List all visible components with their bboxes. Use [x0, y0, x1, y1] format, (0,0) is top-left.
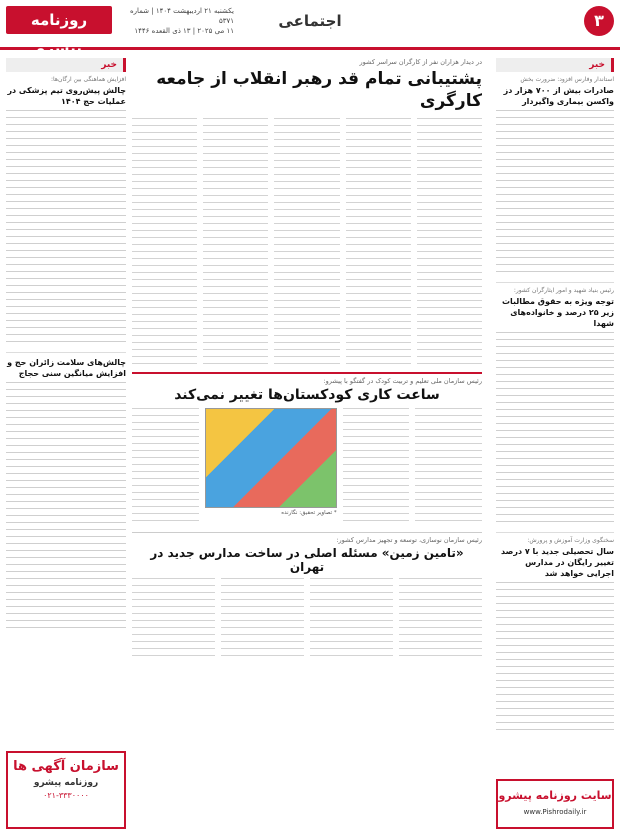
story-body	[496, 332, 614, 528]
photo-block	[205, 408, 337, 526]
story-headline[interactable]: چالش پیش‌روی تیم پزشکی در عملیات حج ۱۴۰۴	[7, 86, 126, 106]
text-column	[343, 408, 410, 526]
photo-caption: * تصاویر تحقیق: نگارنده	[281, 510, 337, 516]
story-body	[6, 382, 126, 632]
right-section-label: خبر	[496, 58, 614, 72]
ad-title: سازمان آگهی ها	[13, 759, 119, 774]
section-title: اجتماعی	[278, 12, 342, 30]
lead-kicker: در دیدار هزاران نفر از کارگران سراسر کشور	[359, 58, 482, 66]
story-headline[interactable]: چالش‌های سلامت زائران حج و افزایش میانگین سنی حجاج	[7, 358, 126, 378]
lead-story	[132, 58, 482, 366]
text-column	[132, 408, 199, 526]
story-body	[496, 110, 614, 278]
right-story-3	[496, 537, 614, 732]
main-column	[132, 58, 482, 831]
story2-body	[132, 408, 482, 526]
schools-story	[132, 532, 482, 658]
left-news-column	[6, 58, 126, 831]
text-column	[274, 118, 339, 366]
text-column	[417, 118, 482, 366]
lead-headline[interactable]: پشتیبانی تمام قد رهبر انقلاب از جامعه کارگری	[156, 69, 482, 111]
story-kicker: سخنگوی وزارت آموزش و پرورش:	[527, 537, 614, 544]
kindergarten-story	[132, 372, 482, 526]
ad-title: سایت روزنامه پیشرو	[498, 789, 612, 802]
ad-subtitle: روزنامه پیشرو	[33, 778, 99, 788]
story3-kicker: رئیس سازمان نوسازی، توسعه و تجهیز مدارس کشور:	[336, 536, 482, 544]
page-number: ۳	[584, 6, 614, 36]
newspaper-logo: روزنامه پیشرو	[6, 6, 112, 34]
story-headline[interactable]: صادرات بیش از ۷۰۰ هزار دز واکسن بیماری واگیردار	[503, 86, 614, 106]
left-story-1	[6, 76, 126, 348]
text-column	[415, 408, 482, 526]
left-section-label: خبر	[6, 58, 126, 72]
left-story-2	[6, 357, 126, 632]
date-line-2: ۱۱ می ۲۰۲۵ | ۱۳ ذی القعده ۱۴۴۶	[134, 27, 234, 35]
story3-headline[interactable]: «تامین زمین» مسئله اصلی در ساخت مدارس جدید در تهران	[150, 546, 464, 574]
ad-phone: ۰۲۱-۳۳۳۰۰۰۰	[43, 791, 89, 800]
masthead	[0, 0, 620, 57]
right-news-column	[496, 58, 614, 831]
website-ad[interactable]	[496, 779, 614, 829]
story-kicker: افزایش هماهنگی بین ارگان‌ها:	[50, 76, 126, 83]
right-story-2	[496, 287, 614, 528]
kindergarten-photo	[205, 408, 337, 508]
story2-kicker: رئیس سازمان ملی تعلیم و تربیت کودک در گفتگو با پیشرو:	[323, 377, 482, 385]
text-column	[310, 578, 393, 658]
lead-body	[132, 118, 482, 366]
story-headline[interactable]: سال تحصیلی جدید با ۷ درصد تغییر رایگان در مدارس اجرایی خواهد شد	[501, 547, 614, 578]
divider	[496, 532, 614, 533]
text-column	[132, 118, 197, 366]
text-column	[399, 578, 482, 658]
text-column	[221, 578, 304, 658]
text-column	[203, 118, 268, 366]
story-headline[interactable]: توجه ویژه به حقوق مطالبات زیر ۲۵ درصد و خانواده‌های شهدا	[501, 297, 614, 328]
right-story-1	[496, 76, 614, 278]
story-kicker: استاندار وفارس افزود: ضرورت بخش	[520, 76, 614, 83]
divider	[496, 282, 614, 283]
story3-body	[132, 578, 482, 658]
story-kicker: رئیس بنیاد شهید و امور ایثارگران کشور:	[513, 287, 614, 294]
story-body	[496, 582, 614, 732]
date-line-1: یکشنبه ۲۱ اردیبهشت ۱۴۰۴ | شماره ۵۳۷۱	[129, 7, 234, 25]
divider	[6, 352, 126, 353]
advertising-ad[interactable]	[6, 751, 126, 829]
story2-headline[interactable]: ساعت کاری کودکستان‌ها تغییر نمی‌کند	[174, 387, 440, 403]
ad-url[interactable]: www.Pishrodaily.ir	[523, 808, 587, 816]
text-column	[132, 578, 215, 658]
story-body	[6, 110, 126, 348]
text-column	[346, 118, 411, 366]
